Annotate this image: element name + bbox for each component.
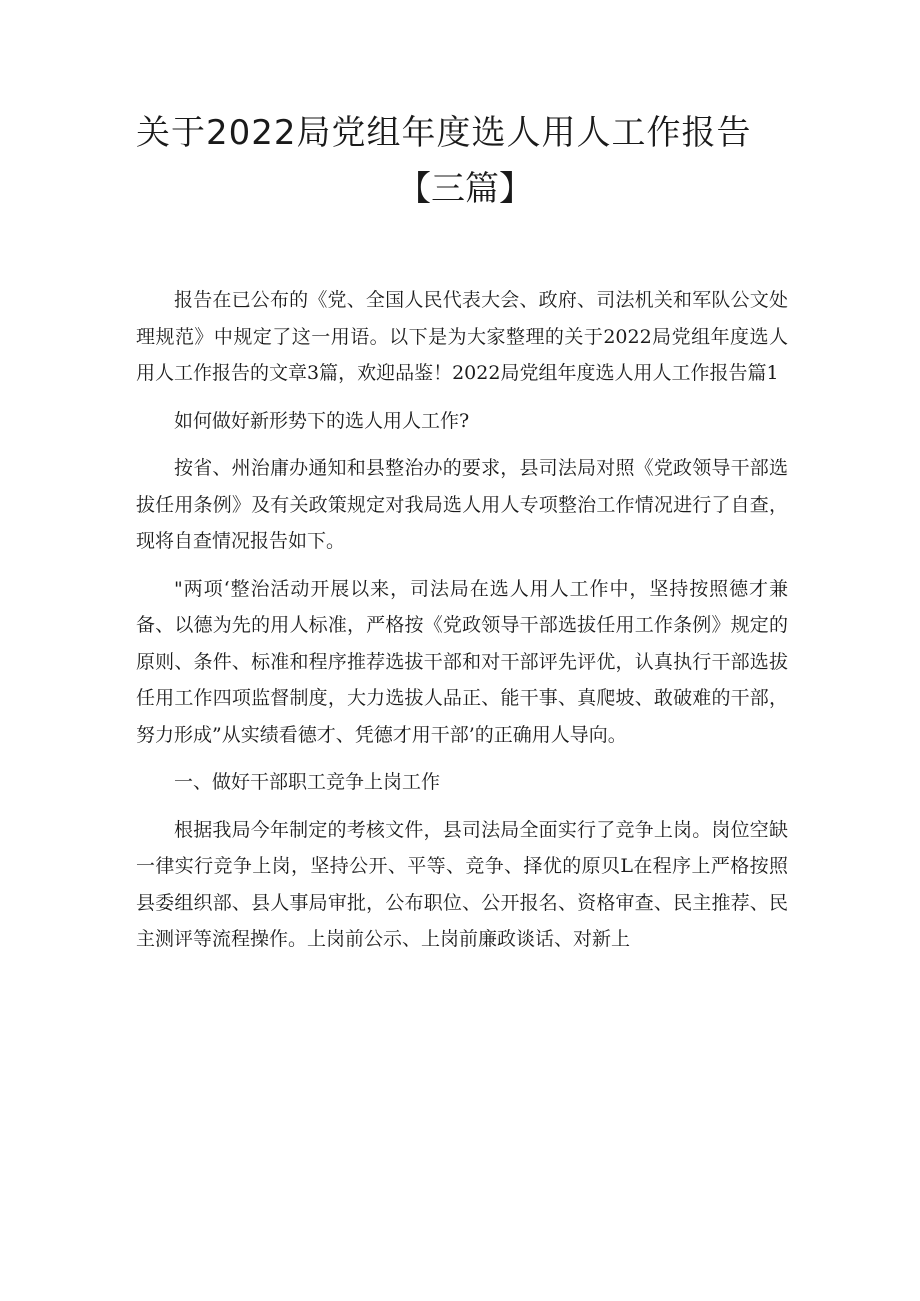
paragraph-question: 如何做好新形势下的选人用人工作?: [174, 409, 470, 432]
paragraph-competition: 根据我局今年制定的考核文件，县司法局全面实行了竞争上岗。岗位空缺一律实行竞争上岗，坚持公开、平等、竞争、择优的原贝L在程序上严格按照县委组织部、县人事局审批，公布职位、公开报名、资格审查、民主推荐、民主测评等流程操作。上岗前公示、上岗前廉政谈话、对新上: [136, 818, 788, 950]
document-title: [130, 108, 790, 214]
title-line-1: 关于2022局党组年度选人用人工作报告: [136, 113, 752, 153]
document-body: [136, 282, 788, 969]
section-heading-1: 一、做好干部职工竞争上岗工作: [174, 771, 441, 793]
title-line-2: 【三篇】: [397, 169, 533, 209]
paragraph-self-check: 按省、州治庸办通知和县整治办的要求，县司法局对照《党政领导干部选拔任用条例》及有关政策规定对我局选人用人专项整治工作情况进行了自查，现将自查情况报告如下。: [136, 457, 788, 552]
paragraph-rectification: "两项‘整治活动开展以来，司法局在选人用人工作中，坚持按照德才兼备、以德为先的用人标准，严格按《党政领导干部选拔任用工作条例》规定的原则、条件、标准和程序推荐选拔干部和对干部评先评优，认真执行干部选拔任用工作四项监督制度，大力选拔人品正、能干事、真爬坡、敢破难的干部，努力形成”从实绩看德才、凭德才用干部’的正确用人导向。: [136, 577, 788, 746]
paragraph-intro: 报告在已公布的《党、全国人民代表大会、政府、司法机关和军队公文处理规范》中规定了这一用语。以下是为大家整理的关于2022局党组年度选人用人工作报告的文章3篇，欢迎品鉴！2022局党组年度选人用人工作报告篇1: [136, 289, 788, 384]
